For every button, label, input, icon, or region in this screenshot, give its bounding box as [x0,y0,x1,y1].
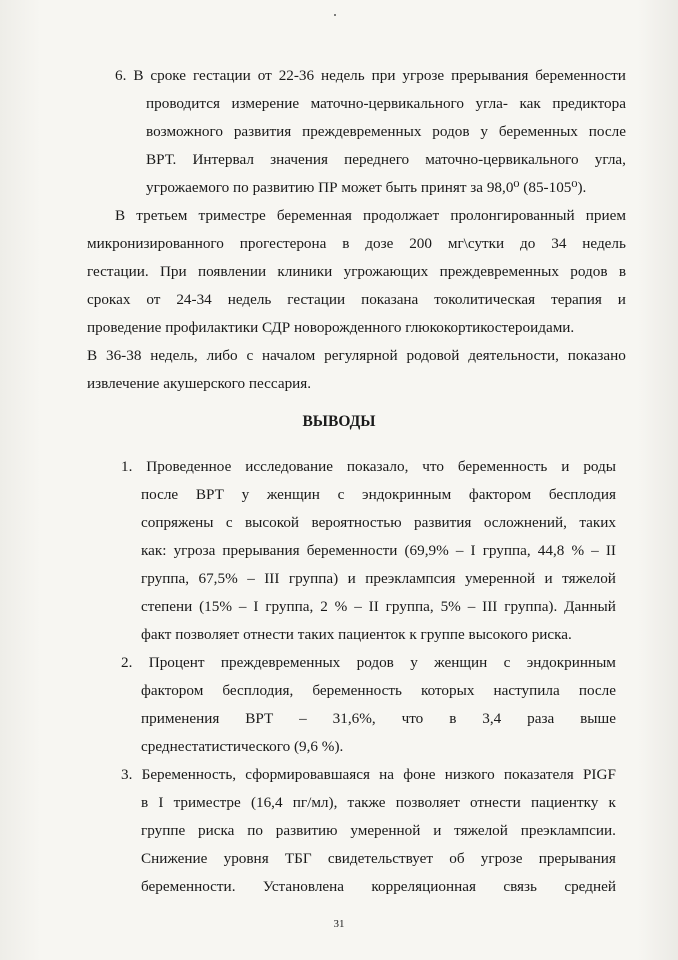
word: I [253,598,259,615]
word: родов [570,263,608,280]
word: и [433,822,442,839]
word: с [246,347,254,364]
word: сроках [87,291,131,308]
word: развития [414,514,472,531]
word: ВРТ [195,486,224,503]
word: Данный [564,598,616,615]
word: токолитическая [434,291,536,308]
conclusion-3-line-2 [141,793,616,813]
word: В [133,67,144,84]
conclusion-1-line-4 [141,541,616,561]
word: об [449,850,465,867]
word: прием [585,207,626,224]
word: у [241,486,250,503]
word: проводится [146,95,220,112]
word: выше [580,710,616,727]
word: I [158,794,164,811]
third-trimester-line-1 [115,206,626,226]
third-trimester-line-5: проведение профилактики СДР новорожденного глюкокортикостероидами. [87,319,575,336]
word: 36-38 [105,347,142,364]
word: гестации. [87,263,149,280]
word: родов [356,654,394,671]
third-trimester-line-4 [87,290,626,310]
word: началом [262,347,316,364]
para6-line-2 [146,94,626,114]
conclusions-heading: ВЫВОДЫ [302,413,376,430]
word: которых [420,682,475,699]
word: низкого [444,766,495,783]
word: также [347,794,386,811]
word: тяжелой [562,570,616,587]
para6-line-1 [115,66,626,86]
word: – [354,598,362,615]
word: 44,8 [537,542,565,559]
word: Снижение [141,850,208,867]
word: 6. [115,67,127,84]
word: 3,4 [482,710,502,727]
word: угрозе [480,850,523,867]
word: В [87,347,98,364]
word: пролонгированный [450,207,575,224]
word: к [608,794,616,811]
word: 2. [121,654,133,671]
word: прогестерона [239,235,327,252]
conclusion-3-line-4 [141,849,616,869]
word: беременность [312,682,402,699]
word: (15% [199,598,233,615]
word: вероятностью [311,514,402,531]
word: Беременность, [141,766,237,783]
word: – [299,710,307,727]
word: на [379,766,395,783]
word: средней [564,878,616,895]
third-trimester-line-3 [87,262,626,282]
conclusion-1-line-5 [141,569,616,589]
word: 34 [551,235,567,252]
word: недель [582,235,626,252]
word: у [410,654,418,671]
word: отнести [470,794,521,811]
word: высокой [245,514,300,531]
word: третьем [136,207,188,224]
word: гестации [192,67,251,84]
word: до [520,235,536,252]
word: недель, [150,347,198,364]
word: – [247,570,255,587]
pessary-line-2: извлечение акушерского пессария. [87,375,312,392]
word: и [561,458,570,475]
word: в [141,794,149,811]
word: прерывания [451,67,529,84]
word: группе [141,822,186,839]
word: по [247,822,263,839]
word: свидетельствует [327,850,434,867]
conclusion-2-line-4: среднестатистического (9,6 %). [141,738,344,755]
word: женщин [434,654,488,671]
word: риска [198,822,235,839]
word: после [588,123,626,140]
conclusion-3-line-3 [141,821,616,841]
word: 3. [121,766,133,783]
word: сформировавшаяся [245,766,370,783]
word: Установлена [262,878,345,895]
word: умеренной [350,822,421,839]
word: бесплодия [548,486,616,503]
word: родовой [406,347,460,364]
word: группа, [385,598,434,615]
word: преэклампсии. [520,822,616,839]
word: беременности [535,67,626,84]
word: мг\сутки [447,235,505,252]
word: беременных [498,123,578,140]
word: 67,5% [198,570,238,587]
word: % [334,598,348,615]
word: развития [233,123,292,140]
word: и [347,570,356,587]
word: сроке [150,67,187,84]
word: III [482,598,498,615]
conclusion-2-line-2 [141,681,616,701]
word: роды [583,458,616,475]
word: преэклампсия [365,570,456,587]
word: степени [141,598,193,615]
word: группа) [288,570,339,587]
word: III [264,570,280,587]
word: что [401,710,424,727]
word: родов [432,123,470,140]
word: как [519,95,541,112]
conclusion-3-line-5 [141,877,616,897]
word: наступила [493,682,560,699]
word: беременная [276,207,352,224]
word: позволяет [395,794,460,811]
word: группа, [265,598,314,615]
word: показана [361,291,419,308]
word: Интервал [192,151,254,168]
word: раза [527,710,555,727]
word: переднего [344,151,410,168]
word: беременности [306,542,398,559]
word: бесплодия, [222,682,294,699]
word: 24-34 [176,291,212,308]
word: преждевременных [302,123,422,140]
word: прерывания [222,542,300,559]
word: группа, [141,570,190,587]
pessary-line-1 [87,346,626,366]
word: показано [567,347,626,364]
word: после [578,682,616,699]
word: PIGF [582,766,616,783]
word: – [467,598,476,615]
word: после [141,486,179,503]
word: в [618,263,626,280]
para6-line-4 [146,150,626,170]
word: беременность [457,458,548,475]
word: таких [579,514,616,531]
word: применения [141,710,220,727]
word: связь [503,878,537,895]
word: недель [227,291,272,308]
conclusion-1-line-2 [141,485,616,505]
word: I [470,542,476,559]
word: сопряжены [141,514,214,531]
word: 31,6%, [332,710,376,727]
word: в [449,710,457,727]
word: ВРТ. [146,151,177,168]
word: преждевременных [220,654,341,671]
word: тяжелой [454,822,508,839]
word: Процент [148,654,205,671]
word: регулярной [324,347,398,364]
conclusion-2-line-1 [121,653,616,673]
word: пациентку [530,794,599,811]
word: с [225,514,233,531]
word: – [455,542,464,559]
word: уровня [223,850,269,867]
word: (69,9% [404,542,449,559]
word: 200 [409,235,432,252]
word: терапия [551,291,602,308]
word: II [605,542,616,559]
word: показало, [346,458,409,475]
word: маточно-цервикального [425,151,579,168]
word: маточно-цервикального [310,95,464,112]
word: 1. [121,458,133,475]
word: с [503,654,511,671]
word: гестации [287,291,346,308]
word: развитию [275,822,338,839]
word: корреляционная [371,878,476,895]
word: осложнений, [483,514,567,531]
word: продолжает [362,207,440,224]
word: прерывания [538,850,616,867]
word: беременности. [141,878,236,895]
para6-line-3 [146,122,626,142]
word: % [571,542,585,559]
word: дозе [365,235,394,252]
word: фактором [468,486,532,503]
word: исследование [245,458,333,475]
word: угла- [475,95,508,112]
word: 22-36 [278,67,315,84]
word: ВРТ [245,710,274,727]
word: угрозе [402,67,445,84]
word: клиники [277,263,333,280]
scan-speck [334,14,336,16]
conclusion-1-line-3 [141,513,616,533]
word: эндокринным [362,486,452,503]
word: предиктора [552,95,626,112]
word: недель [321,67,365,84]
word: Проведенное [146,458,232,475]
word: измерение [231,95,300,112]
conclusion-2-line-3 [141,709,616,729]
word: триместре [173,794,241,811]
word: триместре [198,207,266,224]
word: женщин [266,486,320,503]
word: эндокринным [526,654,616,671]
word: в [342,235,350,252]
word: и [617,291,626,308]
word: 2 [320,598,328,615]
word: микронизированного [87,235,224,252]
word: В [115,207,126,224]
word: – [591,542,599,559]
word: появлении [198,263,267,280]
word: При [159,263,187,280]
word: группа). [504,598,558,615]
word: показателя [503,766,574,783]
word: II [368,598,379,615]
word: при [371,67,396,84]
page-number: 31 [333,918,345,930]
word: от [257,67,272,84]
conclusion-1-line-1 [121,457,616,477]
word: – [238,598,247,615]
para6-line-5: угрожаемого по развитию ПР может быть принят за 98,0⁰ (85-105⁰). [146,179,587,196]
word: преждевременных [439,263,559,280]
word: группа, [482,542,531,559]
word: пг/мл), [292,794,338,811]
conclusion-1-line-7: факт позволяет отнести таких пациенток к группе высокого риска. [141,626,572,643]
word: возможного [146,123,223,140]
word: угроза [173,542,216,559]
conclusion-1-line-6 [141,597,616,617]
word: от [146,291,161,308]
third-trimester-line-2 [87,234,626,254]
word: значения [270,151,328,168]
word: что [422,458,444,475]
word: угла, [594,151,626,168]
word: деятельности, [468,347,559,364]
word: угрожающих [343,263,429,280]
word: как: [141,542,167,559]
word: (16,4 [250,794,283,811]
word: 5% [440,598,461,615]
word: либо [206,347,238,364]
word: фактором [141,682,204,699]
word: умеренной [465,570,536,587]
word: фоне [403,766,436,783]
conclusion-3-line-1 [121,765,616,785]
word: с [337,486,345,503]
word: у [480,123,489,140]
word: и [544,570,553,587]
word: ТБГ [284,850,312,867]
